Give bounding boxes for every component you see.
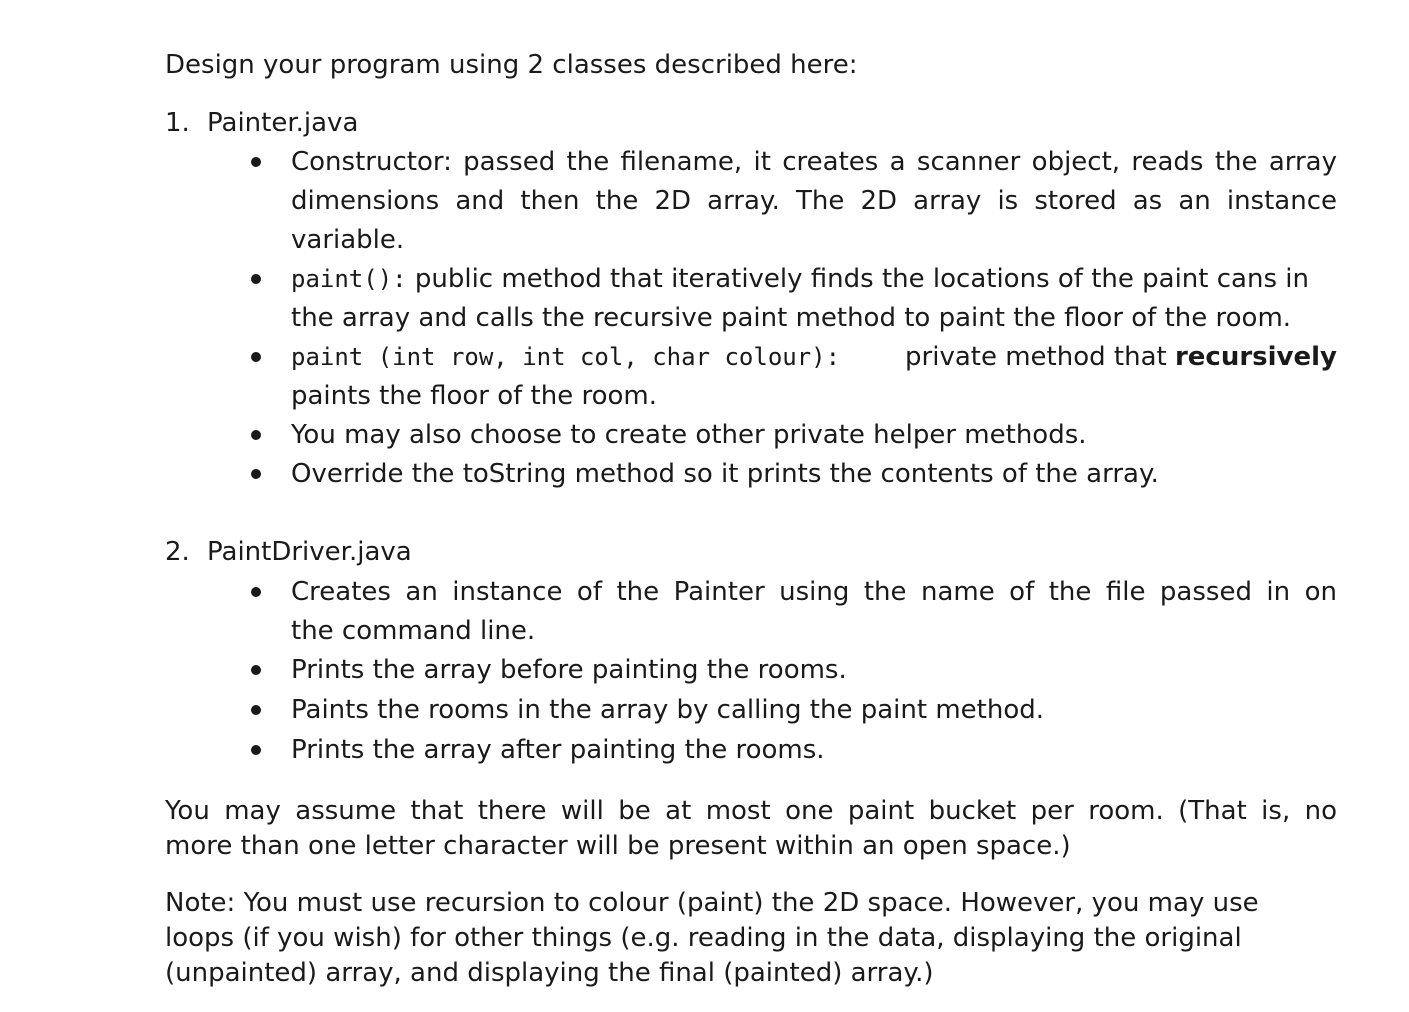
bullet-text-part: public method that iteratively finds the locations of the paint cans in [414, 264, 1309, 294]
section-heading-painter [165, 107, 358, 139]
code-snippet: paint(): [291, 265, 407, 293]
bullet-text: Paints the rooms in the array by calling the paint method. [291, 695, 1044, 725]
bullet-text: variable. [291, 225, 405, 255]
bullet-text-part: private method that [905, 342, 1167, 372]
bullet-dot [251, 665, 261, 675]
bullet-dot [251, 274, 261, 284]
assumption-line: more than one letter character will be present within an open space.) [165, 831, 1071, 861]
intro-text: Design your program using 2 classes described here: [165, 50, 858, 80]
bullet-dot [251, 430, 261, 440]
code-snippet: paint (int row, int col, char colour): [291, 343, 841, 371]
section-number: 2. [165, 537, 190, 567]
section-number: 1. [165, 108, 190, 138]
bullet-text: dimensions and then the 2D array. The 2D array is stored as an instance [291, 186, 1337, 216]
bullet-dot [251, 469, 261, 479]
note-line: loops (if you wish) for other things (e.g. reading in the data, displaying the original [165, 923, 1242, 953]
bullet-dot [251, 705, 261, 715]
section-title: Painter.java [207, 108, 359, 138]
bullet-text-right [905, 341, 1337, 373]
bullet-text: Creates an instance of the Painter using the name of the file passed in on [291, 577, 1337, 607]
bullet-text: the array and calls the recursive paint method to paint the floor of the room. [291, 303, 1292, 333]
bullet-dot [251, 352, 261, 362]
bullet-text: Constructor: passed the filename, it creates a scanner object, reads the array [291, 147, 1337, 177]
bullet-dot [251, 587, 261, 597]
bullet-text [291, 341, 1337, 373]
bullet-text: paints the floor of the room. [291, 381, 658, 411]
bullet-text: Override the toString method so it prints the contents of the array. [291, 459, 1159, 489]
note-line: Note: You must use recursion to colour (paint) the 2D space. However, you may use [165, 888, 1259, 918]
bullet-text: Prints the array after painting the rooms. [291, 735, 825, 765]
bullet-text [291, 263, 1337, 295]
section-title: PaintDriver.java [207, 537, 412, 567]
bold-text: recursively [1174, 342, 1337, 372]
bullet-dot [251, 157, 261, 167]
bullet-dot [251, 745, 261, 755]
assumption-line: You may assume that there will be at most one paint bucket per room. (That is, no [165, 796, 1337, 826]
bullet-text: You may also choose to create other private helper methods. [291, 420, 1087, 450]
section-heading-paintdriver [165, 536, 412, 568]
note-line: (unpainted) array, and displaying the final (painted) array.) [165, 958, 934, 988]
bullet-text: the command line. [291, 616, 536, 646]
bullet-text: Prints the array before painting the rooms. [291, 655, 847, 685]
